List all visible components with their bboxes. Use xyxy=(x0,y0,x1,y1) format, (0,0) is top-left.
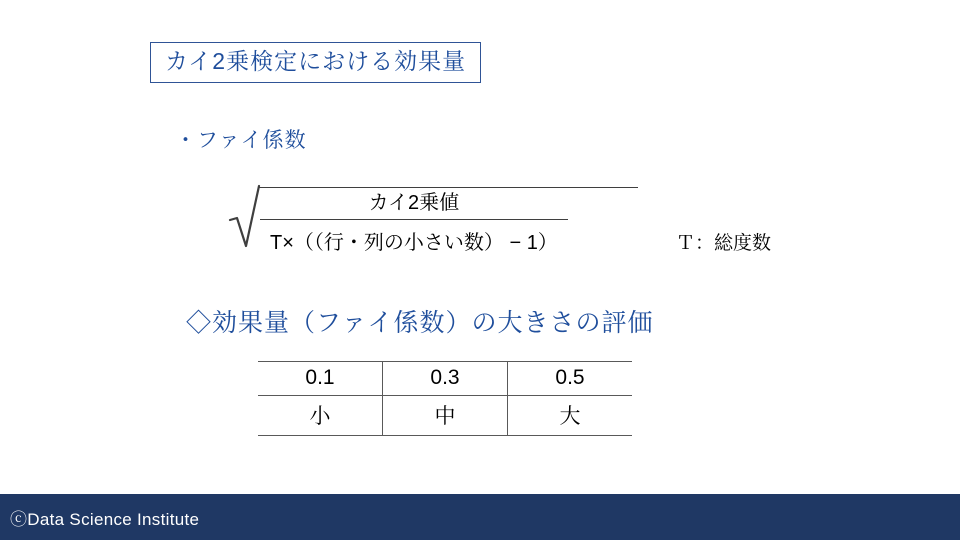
note-total-frequency: Ｔ：総度数 xyxy=(676,233,772,254)
table-cell-label-small: 小 xyxy=(258,396,383,436)
table-cell-label-large: 大 xyxy=(508,396,633,436)
square-root-icon xyxy=(228,180,262,252)
table-cell-value-large: 0.5 xyxy=(508,362,633,396)
bullet-phi-coefficient: ・ファイ係数 xyxy=(175,129,307,152)
table-cell-value-medium: 0.3 xyxy=(383,362,508,396)
fraction-denominator: T×（（行・列の小さい数） − 1） xyxy=(270,232,558,254)
formula-phi xyxy=(228,180,568,257)
section-heading-effect-size: ◇効果量（ファイ係数）の大きさの評価 xyxy=(186,309,654,337)
table-row xyxy=(258,362,632,396)
table-cell-value-small: 0.1 xyxy=(258,362,383,396)
radical-overline xyxy=(258,187,638,188)
table-row xyxy=(258,396,632,436)
fraction-numerator: カイ2乗値 xyxy=(260,180,568,220)
effect-size-table xyxy=(258,361,632,436)
table-cell-label-medium: 中 xyxy=(383,396,508,436)
fraction xyxy=(260,180,568,257)
page-title: カイ2乗検定における効果量 xyxy=(150,42,481,83)
footer-bar xyxy=(0,494,960,540)
footer-copyright: ⓒData Science Institute xyxy=(10,509,200,529)
